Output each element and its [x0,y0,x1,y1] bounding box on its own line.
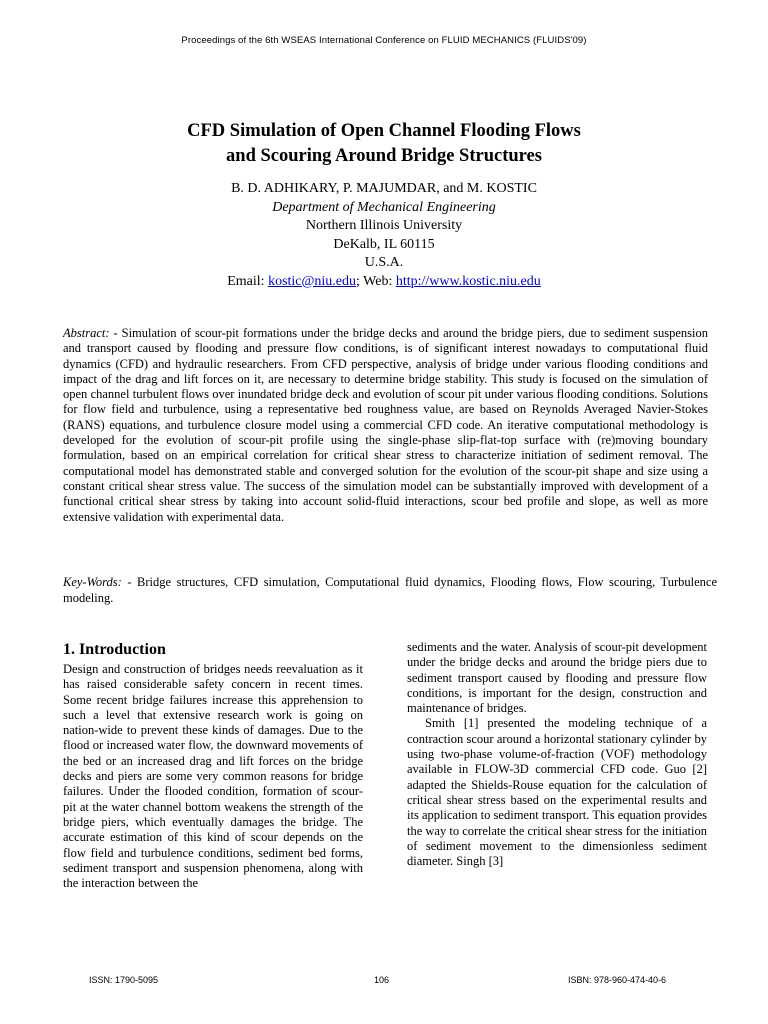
author-affiliation-block [0,180,768,291]
department: Department of Mechanical Engineering [272,199,496,215]
paper-title [0,119,768,169]
keywords-text: - Bridge structures, CFD simulation, Computational fluid dynamics, Flooding flows, Flow scouring, Turbulence modeling. [63,575,717,605]
city: DeKalb, IL 60115 [333,236,435,252]
abstract [63,326,708,525]
title-line-2: and Scouring Around Bridge Structures [226,146,542,166]
email-label: Email: [227,273,269,289]
keywords-label: Key-Words: [63,575,122,589]
footer-issn: ISSN: 1790-5095 [89,975,159,985]
title-line-1: CFD Simulation of Open Channel Flooding Flows [187,121,581,141]
left-column [63,640,363,891]
section-heading-introduction: 1. Introduction [63,641,166,658]
email-link[interactable]: kostic@niu.edu [268,273,356,289]
country: U.S.A. [364,255,404,270]
footer-page-number: 106 [374,975,390,985]
web-link[interactable]: http://www.kostic.niu.edu [395,273,541,289]
keywords [63,574,717,606]
intro-paragraph-left: Design and construction of bridges needs reevaluation as it has raised considerable safety concern in recent times. Some recent bridge failures increase this apprehension to such a level that extensive research work is going on nation-wide to prevent these kinds of damages. Due to the flood or increased water flow, the downward movements of the bed or an increased drag and lift forces on the bridge decks and piers are some very common reasons for bridge failures. Under the flooded condition, formation of scour-pit at the water channel bottom weakens the strength of the bridge piers, which eventually damages the bridge. The accurate estimation of this kind of scour depends on the flow field and turbulence conditions, sediment bed forms, sediment transport and suspension phenomena, along with the interaction between the [63,662,363,891]
abstract-text: - Simulation of scour-pit formations under the bridge decks and around the bridge piers, due to sediment suspension and transport caused by flooding and pressure flow conditions, is of significant interest nowadays to computational fluid dynamics (CFD) and hydraulic researchers. From CFD perspective, analysis of bridge under various flooding conditions and impact of the drag and lift forces on it, are necessary to determine bridge stability. This study is focused on the simulation of open channel turbulent flows over inundated bridge deck and evolution of scour pit under various flooding conditions. Solutions for flow field and turbulence, using a representative bed roughness value, are based on Reynolds Averaged Navier-Stokes (RANS) equations, and turbulence closure model using a commercial CFD code. An iterative computational methodology is developed for the evolution of scour-pit profile using the single-phase slip-flat-top surface with (re)moving boundary formulation, based on an empirical correlation for critical shear stress to characterize initiation of sediment removal. The computational model has demonstrated stable and converged solution for the evolution of the scour-pit shape and size using a constant critical shear stress value. The success of the simulation model can be substantially improved with development of a functional critical shear stress by taking into account solid-fluid interactions, scour bed profile and slope, as well as more extensive validation with experimental data. [63,326,708,524]
intro-paragraph-right-2: Smith [1] presented the modeling technique of a contraction scour around a horizontal stationary cylinder by using two-phase volume-of-fraction (VOF) methodology available in FLOW-3D commercial CFD code. Guo [2] adapted the Shields-Rouse equation for the calculation of critical shear stress based on the experimental results and its application to sediment transport. This equation provides the way to correlate the critical shear stress for the initiation of sediment movement to the dimensionless sediment diameter. Singh [3] [407,716,707,869]
right-column [407,640,707,869]
abstract-label: Abstract: [63,326,110,340]
university: Northern Illinois University [305,218,463,233]
contact-line [0,273,768,292]
intro-paragraph-right-1: sediments and the water. Analysis of scour-pit development under the bridge decks and around the bridge piers due to sediment transport caused by flooding and pressure flow conditions, is important for the design, construction and maintenance of bridges. [407,640,707,716]
footer-isbn: ISBN: 978-960-474-40-6 [568,975,667,985]
author-list: B. D. ADHIKARY, P. MAJUMDAR, and M. KOSTIC [231,181,537,196]
page-footer [0,975,768,989]
running-header: Proceedings of the 6th WSEAS International Conference on FLUID MECHANICS (FLUIDS'09) [181,35,587,46]
web-label: ; Web: [356,273,396,289]
